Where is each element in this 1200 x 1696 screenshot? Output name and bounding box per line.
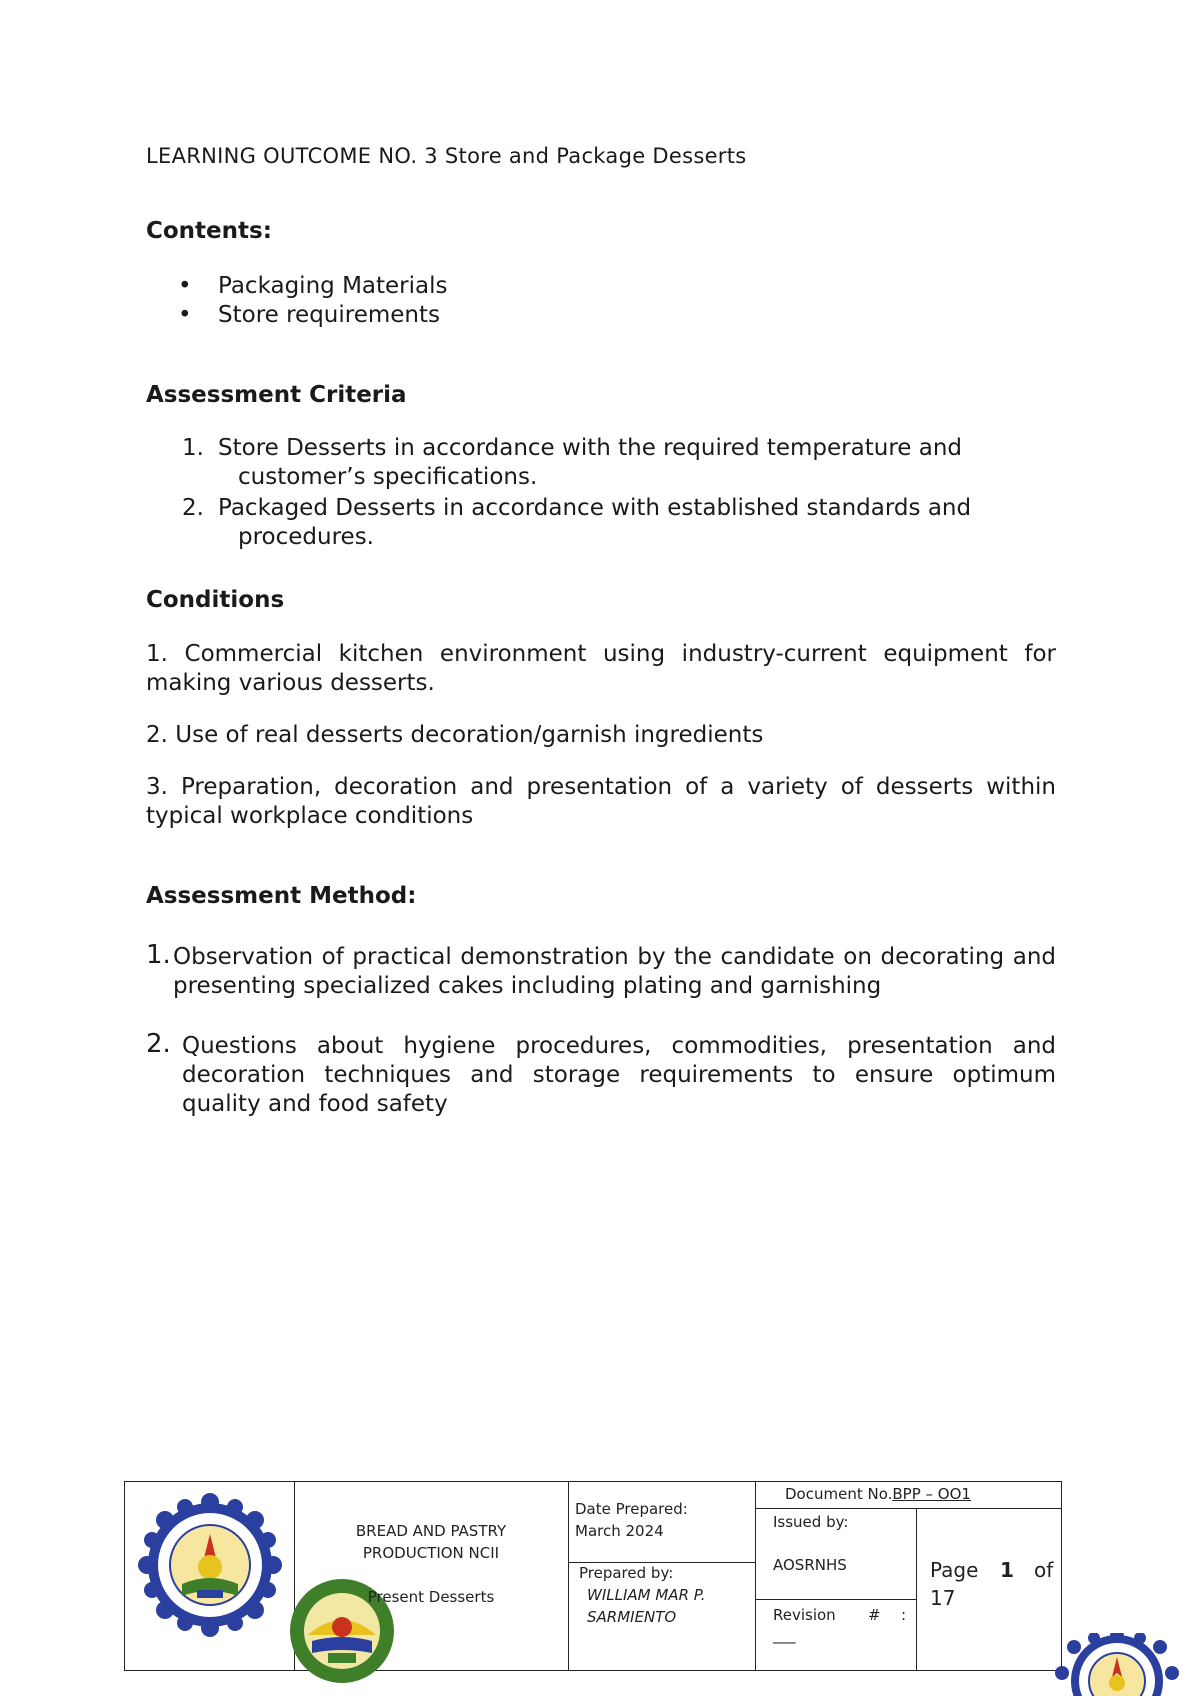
issued-by-value: AOSRNHS	[773, 1556, 847, 1574]
module-title: Present Desserts	[367, 1588, 495, 1606]
item-text-continued: procedures.	[238, 524, 374, 550]
method-item	[146, 940, 1056, 1001]
contents-list	[146, 272, 447, 330]
revision-hash: #	[868, 1606, 881, 1624]
document-number-label: Document No.	[785, 1485, 893, 1503]
assessment-method-heading: Assessment Method:	[146, 883, 417, 909]
condition-item: 1. Commercial kitchen environment using industry-current equipment for making various desserts.	[146, 641, 1056, 696]
list-item	[146, 494, 1046, 552]
issued-by-label: Issued by:	[773, 1513, 849, 1531]
condition-item: 2. Use of real desserts decoration/garnish ingredients	[146, 722, 764, 748]
contents-heading: Contents:	[146, 218, 272, 244]
item-number: 2.	[182, 495, 204, 521]
footer-table	[124, 1481, 1062, 1671]
assessment-criteria-list	[146, 434, 1046, 554]
item-text: Packaged Desserts in accordance with established standards and	[218, 495, 972, 521]
date-prepared-value: March 2024	[575, 1522, 664, 1540]
revision-value: ___	[773, 1626, 796, 1644]
item-number: 1.	[182, 435, 204, 461]
page-indicator	[930, 1556, 1054, 1584]
assessment-criteria-heading: Assessment Criteria	[146, 382, 407, 408]
item-text: Store Desserts in accordance with the required temperature and	[218, 435, 963, 461]
page-total: 17	[930, 1586, 956, 1610]
conditions-heading: Conditions	[146, 587, 285, 613]
course-title-line2: PRODUCTION NCII	[362, 1544, 500, 1562]
page-number: 1	[1000, 1558, 1014, 1582]
item-text: Observation of practical demonstration by the candidate on decorating and presenting specialized cakes including plating and garnishing	[173, 944, 1056, 999]
corner-seal-logo	[1052, 1633, 1182, 1696]
list-item	[146, 434, 1046, 492]
condition-item: 3. Preparation, decoration and presentation of a variety of desserts within typical workplace conditions	[146, 774, 1056, 829]
document-number	[785, 1483, 971, 1505]
item-text: Questions about hygiene procedures, commodities, presentation and decoration techniques and storage requirements to ensure optimum quality and food safety	[182, 1033, 1056, 1117]
page-label: Page	[930, 1558, 979, 1582]
revision-colon: :	[901, 1606, 907, 1624]
learning-outcome-title: LEARNING OUTCOME NO. 3 Store and Package Desserts	[146, 144, 747, 168]
page-of: of	[1034, 1558, 1054, 1582]
prepared-by-name-line2: SARMIENTO	[587, 1608, 677, 1626]
item-text-continued: customer’s specifications.	[238, 464, 538, 490]
revision-label: Revision	[773, 1606, 836, 1624]
method-item	[146, 1029, 1056, 1119]
prepared-by-label: Prepared by:	[579, 1564, 674, 1582]
school-seal-logo	[137, 1492, 283, 1638]
list-item: • Store requirements	[146, 301, 447, 330]
prepared-by-name-line1: WILLIAM MAR P.	[587, 1586, 706, 1604]
date-prepared-label: Date Prepared:	[575, 1500, 688, 1518]
item-number: 2.	[146, 1029, 171, 1059]
course-title-line1: BREAD AND PASTRY	[355, 1522, 507, 1540]
item-number: 1.	[146, 940, 171, 970]
document-number-value: BPP – OO1	[892, 1485, 971, 1503]
list-item: • Packaging Materials	[146, 272, 447, 301]
revision-row	[773, 1604, 913, 1626]
